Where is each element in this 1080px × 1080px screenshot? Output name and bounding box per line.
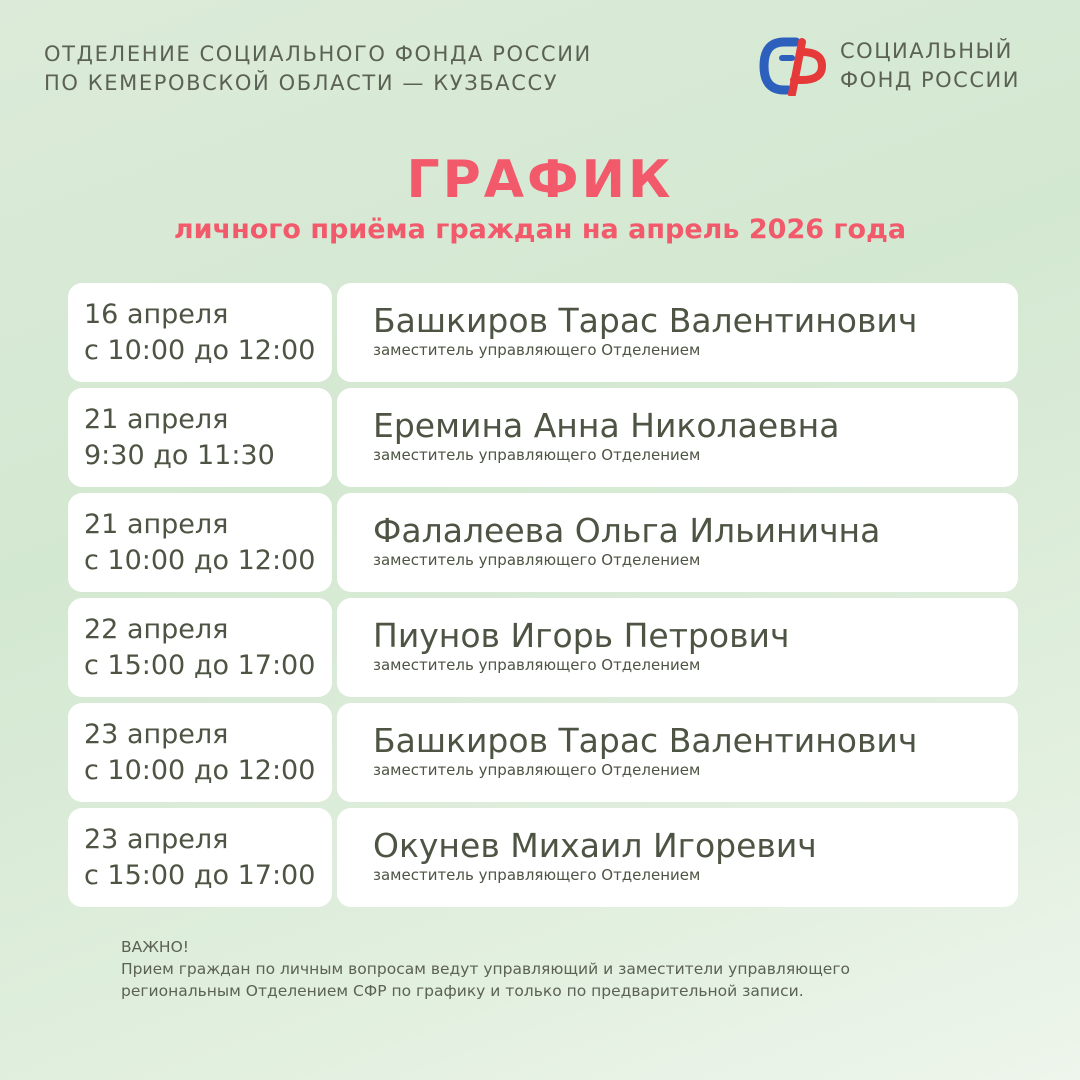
date-card [68, 703, 332, 802]
schedule-date: 21 апреля [84, 404, 229, 435]
schedule-time: с 15:00 до 17:00 [84, 650, 316, 681]
schedule-row [68, 388, 1018, 487]
important-note-heading: ВАЖНО! [121, 938, 190, 956]
person-name: Фалалеева Ольга Ильинична [373, 511, 881, 550]
important-note-line2: региональным Отделением СФР по графику и только по предварительной записи. [121, 982, 804, 1000]
schedule-row [68, 283, 1018, 382]
date-card [68, 598, 332, 697]
schedule-date: 23 апреля [84, 719, 229, 750]
logo-text-line2: ФОНД РОССИИ [840, 68, 1020, 92]
person-card [337, 808, 1018, 907]
date-card [68, 388, 332, 487]
sfr-logo [758, 36, 1020, 96]
person-name: Башкиров Тарас Валентинович [373, 301, 918, 340]
person-name: Еремина Анна Николаевна [373, 406, 840, 445]
schedule-row [68, 808, 1018, 907]
logo-text-line1: СОЦИАЛЬНЫЙ [840, 39, 1013, 63]
schedule-time: с 10:00 до 12:00 [84, 545, 316, 576]
person-role: заместитель управляющего Отделением [373, 446, 701, 464]
important-note-line1: Прием граждан по личным вопросам ведут управляющий и заместители управляющего [121, 960, 850, 978]
date-card [68, 493, 332, 592]
page-subtitle: личного приёма граждан на апрель 2026 года [173, 214, 907, 245]
schedule-time: с 10:00 до 12:00 [84, 335, 316, 366]
schedule-date: 23 апреля [84, 824, 229, 855]
person-role: заместитель управляющего Отделением [373, 656, 701, 674]
person-role: заместитель управляющего Отделением [373, 761, 701, 779]
important-note [121, 936, 1001, 1002]
schedule-time: 9:30 до 11:30 [84, 440, 275, 471]
person-card [337, 388, 1018, 487]
person-card [337, 283, 1018, 382]
person-role: заместитель управляющего Отделением [373, 866, 701, 884]
schedule-row [68, 493, 1018, 592]
person-name: Окунев Михаил Игоревич [373, 826, 817, 865]
person-name: Башкиров Тарас Валентинович [373, 721, 918, 760]
sfr-logo-icon [758, 36, 828, 96]
person-card [337, 493, 1018, 592]
date-card [68, 283, 332, 382]
person-role: заместитель управляющего Отделением [373, 341, 701, 359]
schedule-row [68, 598, 1018, 697]
schedule-row [68, 703, 1018, 802]
page-title: ГРАФИК [406, 150, 674, 210]
person-role: заместитель управляющего Отделением [373, 551, 701, 569]
schedule-list [68, 283, 1018, 913]
schedule-date: 22 апреля [84, 614, 229, 645]
date-card [68, 808, 332, 907]
schedule-date: 21 апреля [84, 509, 229, 540]
organization-name [44, 40, 592, 98]
person-card [337, 703, 1018, 802]
person-name: Пиунов Игорь Петрович [373, 616, 790, 655]
logo-text [840, 37, 1020, 95]
organization-name-line1: ОТДЕЛЕНИЕ СОЦИАЛЬНОГО ФОНДА РОССИИ [44, 42, 592, 66]
schedule-date: 16 апреля [84, 299, 229, 330]
person-card [337, 598, 1018, 697]
organization-name-line2: ПО КЕМЕРОВСКОЙ ОБЛАСТИ — КУЗБАССУ [44, 71, 559, 95]
schedule-time: с 15:00 до 17:00 [84, 860, 316, 891]
schedule-time: с 10:00 до 12:00 [84, 755, 316, 786]
